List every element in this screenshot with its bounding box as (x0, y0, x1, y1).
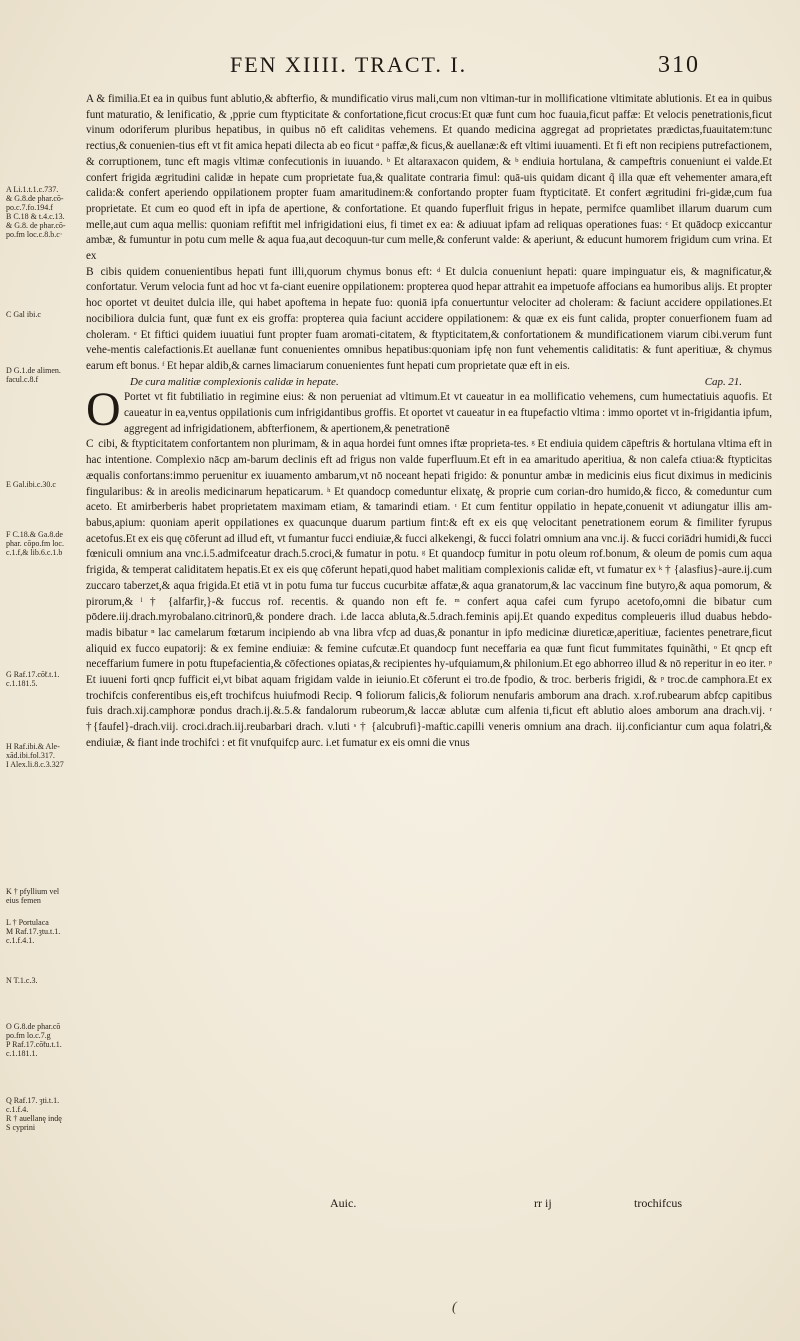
paragraph (86, 437, 772, 751)
margin-note: F C.18.& Ga.8.de phar. cōpo.fm loc. c.1.f,& lib.6.c.1.b (6, 530, 64, 557)
running-title: FEN XIIII. TRACT. I. (230, 52, 468, 77)
margin-note: K † pfyllium vel eius femen (6, 887, 60, 905)
main-text (86, 92, 772, 752)
drop-capital: O (86, 383, 121, 437)
paragraph: A & fimilia.Et ea in quibus funt ablutio,& abfterfio, & mundificatio virus mali,cum non vltiman-tur in mollificatione vltimitate ablutionis. Et ea in quibus funt maturatio, & lenificatio, & ,pprie cum ftypticitate & confortatione,ficut crocus:Et quæ funt cum hoc fuauia,ficut paffæ: Et velocis penetrationis,ficut vinum odoriferum pluribus hepatibus, in quibus nō eft caliditas vehemens. Et quando medicina aggregat ad proprietates prædictas,fuauitatem:tunc rectius,& conuenien-tius eft vt fit amica hepati dilecta ab eo ficut ᵃ paffæ,& ficus,& auellanæ:& eft vltimi iuuamenti. Et fi eft non recipiens putrefactionem, & corruptionem, tunc eft magis vltimæ confecutionis in iuuando. ᵇ Et altaraxacon quidem, & ᵇ endiuia hortulana, & campeftris conueniunt ei valde.Et confert frigida ægritudini calidæ in hepate cum proprietate fua,& qualitate contraria fimul: quā-uis quidam dicant q̃ illa quæ eft vehementer amara,eft calida:& confert aperiendo oppilationem propter fuam amaritudinem:& confortando propter fuam ftypticitatē. Et confert ægritudini fri-gidæ,cum fua proprietate. Et cum eo quod eft in ipfa de apertione, & confortatione. Et quando fuperfluit frigus in hepate, permifce quamlibet illarum duarum cum melle,aut cum aqua mellis: quoniam refiftit mel infrigidationi eius, fi timet ex ea: & adiuuat ipfam ad reliquas operationes fuas: ᶜ Et quādocp exiccantur ambæ, & fumuntur in potu cum melle & aqua fua,aut decoquun-tur cum melle,& conferunt valde: & aperiunt, & educunt humorem frigidum cum vrina. Et ex (86, 93, 772, 263)
margin-note: Q Raf.17. ȝti.t.1. c.1.f.4. R † auellanę indę S cyprini (6, 1096, 62, 1132)
margin-note: N T.1.c.3. (6, 976, 38, 985)
paragraph (86, 265, 772, 375)
margin-note: A Li.1.t.1.c.737. & G.8.de phar.cō- po.c.7.fo.194.f B C.18 & t.4.c.13. & G.8. de phar.cō- po.fm loc.c.8.b.c· (6, 185, 66, 239)
margin-note: D G.1.de alimen. facul.c.8.f (6, 366, 61, 384)
margin-note: L † Portulaca M Raf.17.ȝtu.t.1. c.1.f.4.1. (6, 918, 61, 945)
margin-note: H Raf.ibi.& Ale- xād.ibi.fol.317. I Alex.li.8.c.3.327 (6, 742, 64, 769)
margin-note: O G.8.de phar.cō po.fm lo.c.7.g P Raf.17.cō̃tu.t.1. c.1.181.1. (6, 1022, 62, 1058)
signature-mark: rr ij (534, 1196, 552, 1210)
catchword: trochifcus (634, 1196, 682, 1210)
chapter-opening (86, 383, 772, 437)
chapter-number: Cap. 21. (704, 375, 742, 388)
page-number: 310 (658, 52, 700, 78)
margin-note: E Gal.ibi.c.30.c (6, 480, 56, 489)
section-letter: C (86, 438, 94, 451)
paragraph-text: Portet vt fit fubtiliatio in regimine eius: & non perueniat ad vltimum.Et vt caueatur in ea mollificatio vehemens, cum humectatiuis aquofis. Et caueatur in ea,ventus oppilationis cum infrigidantibus groffis. Et oportet vt caueatur in ea ftupefactio vltima : immo oportet vt in-frigidantia ipfum, aggregent ad infrigidationem, abfterfionem, & apertionem,& penetrationē (124, 391, 772, 435)
margin-note: C Gal ibi.c (6, 310, 41, 319)
paragraph-text: cibi, & ftypticitatem confortantem non plurimam, & in aqua hordei funt omnes iftæ proprieta-tes. ᵍ Et endiuia quidem cāpeftris & hortulana vltima eft in hac intentione. Complexio nācp am-barum declinis eft ad frigus non valde fuperfluum.Et eft in ea amaritudo aperitiua, & non calefa ctiua:& ftypticitas æqualis confortans:immo peruenitur ex iuuamento ambarum,vt nō noceant hepati frigido: & ponuntur ambæ in medicinis eius ficut diximus in medicinis fingularibus: & in areolis medicinarum hepaticarum. ʰ Et quandocp comeduntur elixatę, & proprie cum corian-dro humido,& ficco, & comeduntur cum aceto. Et amirberberis habet proprietatem maximam etiam, & tamarindi etiam. ᶦ Et cum fentitur oppilatio in hepate,conuenit vt adiungatur illis am-babus,apium: quoniam aperit oppilationes ex quacunque duarum partium fint:& eft ex eis quę velocitant penetrationem eorum & fimiliter fyrupus acetofus.Et ex eis quę cōferunt ad illud eft, vt fumantur fucci endiuiæ,& fucci alkekengi, & fucci folatri omnium ana vnc.ij. & fucci coriādri humidi,& fucci fœniculi omnium ana vnc.i.5.admifceatur drach.5.croci,& fumatur in potu. ᵍ Et quandocp fumitur in potu oleum rof.bonum, & oleum de pomis cum aqua frigida, & temperat caliditatem hepatis.Et ex eis quę cōferunt hepati,quod habet malitiam complexionis calidæ eft, vt fumatur ex ᵏ † {alasfius}-aure.ij.cum zuccaro taberzet,& aqua frigida.Et etiā vt in potu fuma tur fuccus cucurbitæ affatæ,& aqua granatorum,& lac vaccinum fine butyro,& aqua pomorum, & pirorum,& ˡ † {alfarfir,}-& fuccus rof. recentis. & quando non eft fe. ᵐ confert aqua cafei cum fyrupo acetofo,omni die bibatur cum pōdere.iij.drach.myrobalano.citrinorū,& pondere drach. i.de lacca abluta,&.5.drach.feminis apij.Et quando expeditus compleueris illud duabus hebdo-madis bibatur ⁿ lac camelarum fœtarum incipiendo ab vna libra vfcp ad duas,& ponantur in ipfo medicinæ diureticæ,aperitiuæ, facientes penetrare,ficut aliquid ex fucco eupatorij: & ex femine endiuiæ: & femine cufcutæ.Et quandocp funt neceffaria ea quæ funt ficut fummitates fquinãthi, ᵒ Et qncp eft neceffarium fumere in potu ftupefacientia,& cōfectiones opiatas,& recipientes hy-ufquiamum,& philonium.Et ego abhorreo illud & nō reperitur in eo iter. ᵖ Et iuueni forti qncp fufficit ei,vt bibat aquam frigidam valde in ieiunio.Et cōferunt ei tro.de fpodio, & troc. berberis frigidi, & ᵖ troc.de camphora.Et ex trochifcis conferentibus eis,eft trochifcus huiufmodi Recip. ᑫ foliorum falicis,& foliorum nenufaris amborum ana drach. x.rof.rubearum abfcp capitibus fuis drach.xij.camphoræ pondus drach.ij.&.5.& fandalorum rubeorum,& laccæ ablutæ cum alfenia ti,ficut eft ablutio aloes amborum ana drach.vij. ʳ †{faufel}-drach.viij. croci.drach.iij.reubarbari drach. v.luti ˢ † {alcubrufi}-maftic.capilli veneris omnium ana drach. iij.conficiantur cum aqua folatri,& endiuiæ, & fiant inde trochifci : et fit vnufquifcp aurc. i.et fumatur ex eis omni die vnus (86, 438, 772, 749)
section-letter: B (86, 265, 94, 278)
catchword-left: Auic. (330, 1196, 357, 1210)
paragraph-text: cibis quidem conuenientibus hepati funt illi,quorum chymus bonus eft: ᵈ Et dulcia conueniunt hepati: quare impinguatur eis, & magnificatur,& confortatur. Verum velocia funt ad hoc vt fa-ciant euenire oppilationem: propterea quod hepar attrahit ea impetuofe affocians ea humoribus alijs. Et propter hoc oportet vt deuitet dulcia ille, qui habet apoftema in hepate fuo: quoniā ipfa conuertuntur velociter ad choleram: & faciunt accidere oppilationes.Et nocibiliora dulcia funt, quæ funt ex eis groffa: propterea quia faciunt accidere oppilationem: & quæ ex eis funt calida, propter conuerfionem fuam ad choleram. ᵉ Et fiftici quidem iuuatiui funt propter fuam aromati-citatem, & ftypticitatem,& confortationem & mundificationem viarum cibi.verum funt vehe-mentis calefactionis.Et auellanæ funt conuenientes omnibus hepatibus:quoniam ipfę non funt vehementis caliditatis: & funt aperitiuæ, & chymus earum eft bonus. ᶠ Et hepar aldib,& carnes limaciarum conuenientes funt hepati cum proprietate quæ eft in eis. (86, 265, 772, 372)
margin-note: G Raf.17.cō̃t.t.1. c.1.181.5. (6, 670, 60, 688)
chapter-heading (86, 375, 772, 391)
stray-mark: ( (452, 1300, 457, 1315)
chapter-title: De cura malitiæ complexionis calidæ in hepate. (130, 375, 339, 388)
